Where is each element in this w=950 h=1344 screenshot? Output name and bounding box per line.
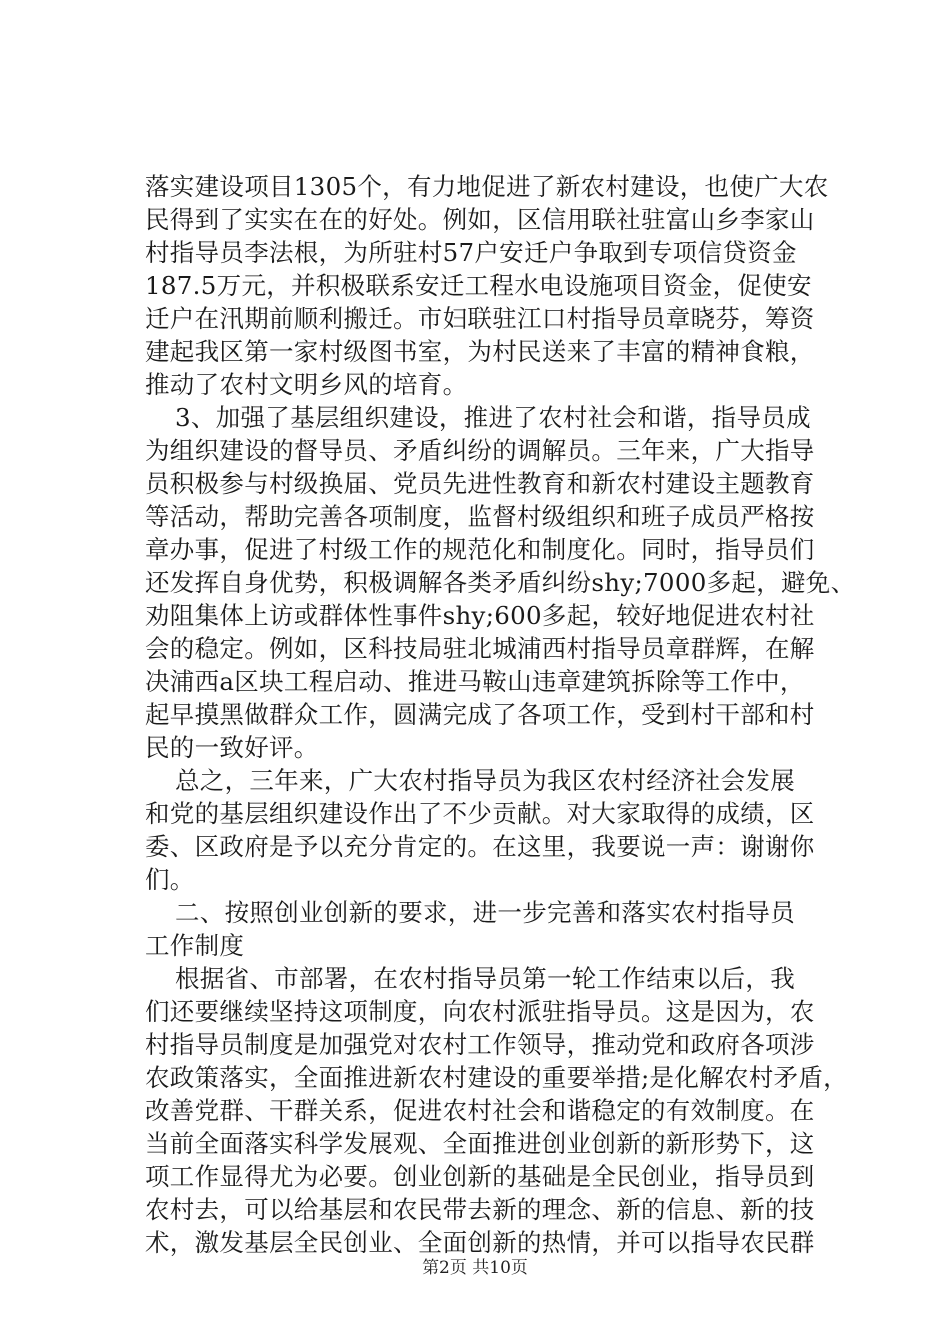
text-line: 改善党群、干群关系，促进农村社会和谐稳定的有效制度。在 xyxy=(145,1096,815,1125)
paragraph-start-line: 根据省、市部署，在农村指导员第一轮工作结束以后，我 xyxy=(175,964,795,993)
text-line: 们。 xyxy=(145,865,195,894)
text-line: 术，激发基层全民创业、全面创新的热情，并可以指导农民群 xyxy=(145,1228,815,1257)
text-line: 农政策落实，全面推进新农村建设的重要举措;是化解农村矛盾， xyxy=(145,1063,848,1092)
text-line: 民得到了实实在在的好处。例如，区信用联社驻富山乡李家山 xyxy=(145,205,815,234)
text-line: 等活动，帮助完善各项制度，监督村级组织和班子成员严格按 xyxy=(145,502,815,531)
paragraph-start-line: 总之，三年来，广大农村指导员为我区农村经济社会发展 xyxy=(175,766,795,795)
text-line: 村指导员李法根，为所驻村57户安迁户争取到专项信贷资金 xyxy=(145,238,797,267)
section-heading-line: 二、按照创业创新的要求，进一步完善和落实农村指导员 xyxy=(175,898,795,927)
text-line: 委、区政府是予以充分肯定的。在这里，我要说一声：谢谢你 xyxy=(145,832,815,861)
text-line: 会的稳定。例如，区科技局驻北城浦西村指导员章群辉，在解 xyxy=(145,634,815,663)
text-line: 187.5万元，并积极联系安迁工程水电设施项目资金，促使安 xyxy=(145,271,812,300)
text-line: 和党的基层组织建设作出了不少贡献。对大家取得的成绩，区 xyxy=(145,799,815,828)
page-number-footer: 第2页 共10页 xyxy=(422,1258,528,1278)
text-line: 建起我区第一家村级图书室，为村民送来了丰富的精神食粮， xyxy=(145,337,815,366)
text-line: 们还要继续坚持这项制度，向农村派驻指导员。这是因为，农 xyxy=(145,997,815,1026)
section-heading-line: 工作制度 xyxy=(145,931,245,960)
text-line: 落实建设项目1305个，有力地促进了新农村建设，也使广大农 xyxy=(145,172,829,201)
text-line: 迁户在汛期前顺利搬迁。市妇联驻江口村指导员章晓芬，筹资 xyxy=(145,304,815,333)
text-line: 还发挥自身优势，积极调解各类矛盾纠纷shy;7000多起，避免、 xyxy=(145,568,856,597)
text-line: 员积极参与村级换届、党员先进性教育和新农村建设主题教育 xyxy=(145,469,815,498)
paragraph-start-line: 3、加强了基层组织建设，推进了农村社会和谐，指导员成 xyxy=(175,403,811,432)
text-line: 农村去，可以给基层和农民带去新的理念、新的信息、新的技 xyxy=(145,1195,815,1224)
text-line: 民的一致好评。 xyxy=(145,733,319,762)
text-line: 劝阻集体上访或群体性事件shy;600多起，较好地促进农村社 xyxy=(145,601,815,630)
text-line: 村指导员制度是加强党对农村工作领导，推动党和政府各项涉 xyxy=(145,1030,815,1059)
text-line: 决浦西a区块工程启动、推进马鞍山违章建筑拆除等工作中， xyxy=(145,667,805,696)
text-line: 推动了农村文明乡风的培育。 xyxy=(145,370,468,399)
text-line: 当前全面落实科学发展观、全面推进创业创新的新形势下，这 xyxy=(145,1129,815,1158)
text-line: 章办事，促进了村级工作的规范化和制度化。同时，指导员们 xyxy=(145,535,815,564)
text-line: 起早摸黑做群众工作，圆满完成了各项工作，受到村干部和村 xyxy=(145,700,815,729)
text-line: 为组织建设的督导员、矛盾纠纷的调解员。三年来，广大指导 xyxy=(145,436,815,465)
text-line: 项工作显得尤为必要。创业创新的基础是全民创业，指导员到 xyxy=(145,1162,815,1191)
